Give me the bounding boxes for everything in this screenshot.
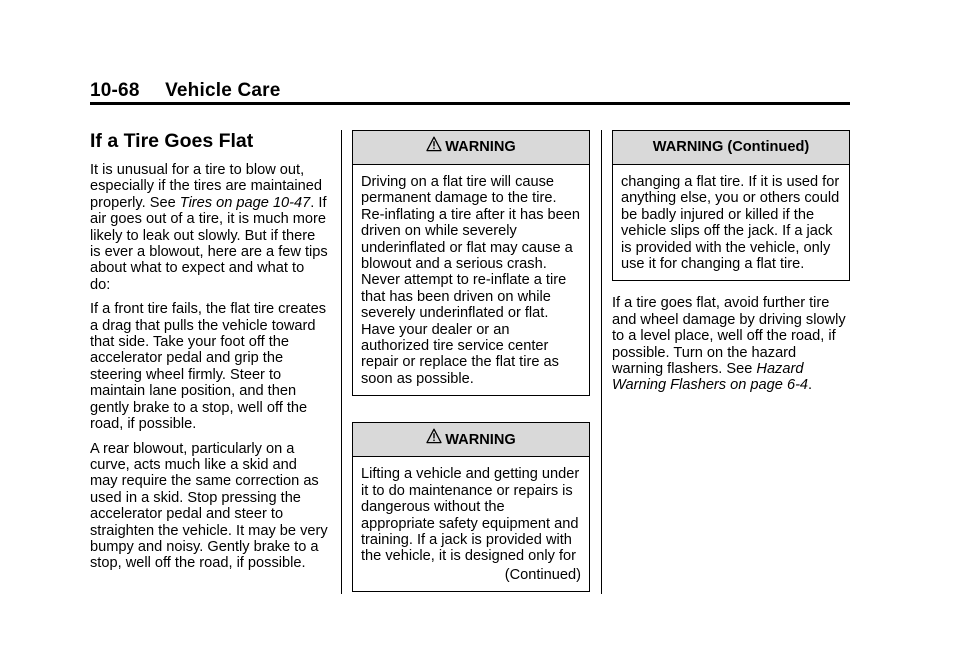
paragraph-text: . If air goes out of a tire, it is much more likely to leak out slowly. But if there is ever a blowout, here are a few tips about what to expect and what to do:: [90, 194, 328, 293]
warning-header: [353, 423, 589, 457]
section-title: Vehicle Care: [165, 80, 281, 101]
warning-header: [353, 131, 589, 165]
warning-box: [352, 422, 590, 592]
column-3: [612, 130, 850, 402]
cross-reference-link[interactable]: Hazard Warning Flashers on page 6-4: [612, 361, 809, 394]
column-2: [352, 130, 590, 618]
warning-triangle-icon: [426, 428, 442, 444]
paragraph-front-tire: If a front tire fails, the flat tire creates a drag that pulls the vehicle toward that side. Take your foot off the accelerator pedal and grip the steering wheel firmly. Steer to maintain lane position, and then gently brake to a stop, well off the road, if possible.: [90, 301, 327, 433]
warning-label: WARNING: [445, 139, 516, 156]
warning-text: Lifting a vehicle and getting under it to do maintenance or repairs is dangerous without the appropriate safety equipment and training. If a jack is provided with the vehicle, it is designed only for: [361, 466, 580, 565]
warning-triangle-icon: [426, 136, 442, 152]
section-heading: If a Tire Goes Flat: [90, 130, 254, 152]
warning-box: [352, 130, 590, 396]
paragraph-hazard: [612, 295, 850, 393]
warning-body: [353, 457, 589, 591]
warning-header: [613, 131, 849, 165]
warning-body: [613, 165, 849, 280]
paragraph-text: If a tire goes flat, avoid further tire and wheel damage by driving slowly to a level place, well off the road, if possible. Turn on the hazard warning flashers. See: [612, 295, 846, 378]
page-number: 10-68: [90, 80, 140, 101]
column-divider-1: [341, 130, 342, 594]
column-1: [90, 130, 328, 580]
warning-label: WARNING (Continued): [652, 139, 810, 156]
header-rule: [90, 102, 850, 105]
cross-reference-link[interactable]: Tires on page 10-47: [179, 194, 311, 211]
paragraph-text: .: [808, 377, 813, 394]
warning-body: [353, 165, 589, 395]
warning-text: Driving on a flat tire will cause permanent damage to the tire. Re-inflating a tire after it has been driven on while severely underinflated or flat may cause a blowout and a serious crash. Never attempt to re-inflate a tire that has been driven on while severely underinflated or flat. Have your dealer or an authorized tire service center repair or replace the flat tire as soon as possible.: [361, 174, 581, 387]
paragraph-intro: [90, 162, 328, 293]
paragraph-rear-tire: A rear blowout, particularly on a curve, acts much like a skid and may require the same correction as used in a skid. Stop pressing the accelerator pedal and steer to straighten the vehicle. It may be very bumpy and noisy. Gently brake to a stop, well off the road, if possible.: [90, 440, 328, 572]
paragraph-text: It is unusual for a tire to blow out, especially if the tires are maintained properly. See: [90, 162, 322, 211]
warning-text: changing a flat tire. If it is used for anything else, you or others could be badly injured or killed if the vehicle slips off the jack. If a jack is provided with the vehicle, only use it for changing a flat tire.: [621, 174, 840, 273]
warning-label: WARNING: [445, 431, 516, 448]
warning-box-continued: [612, 130, 850, 281]
column-divider-2: [601, 130, 602, 594]
page-header: [90, 80, 281, 102]
continued-label: (Continued): [504, 566, 581, 583]
